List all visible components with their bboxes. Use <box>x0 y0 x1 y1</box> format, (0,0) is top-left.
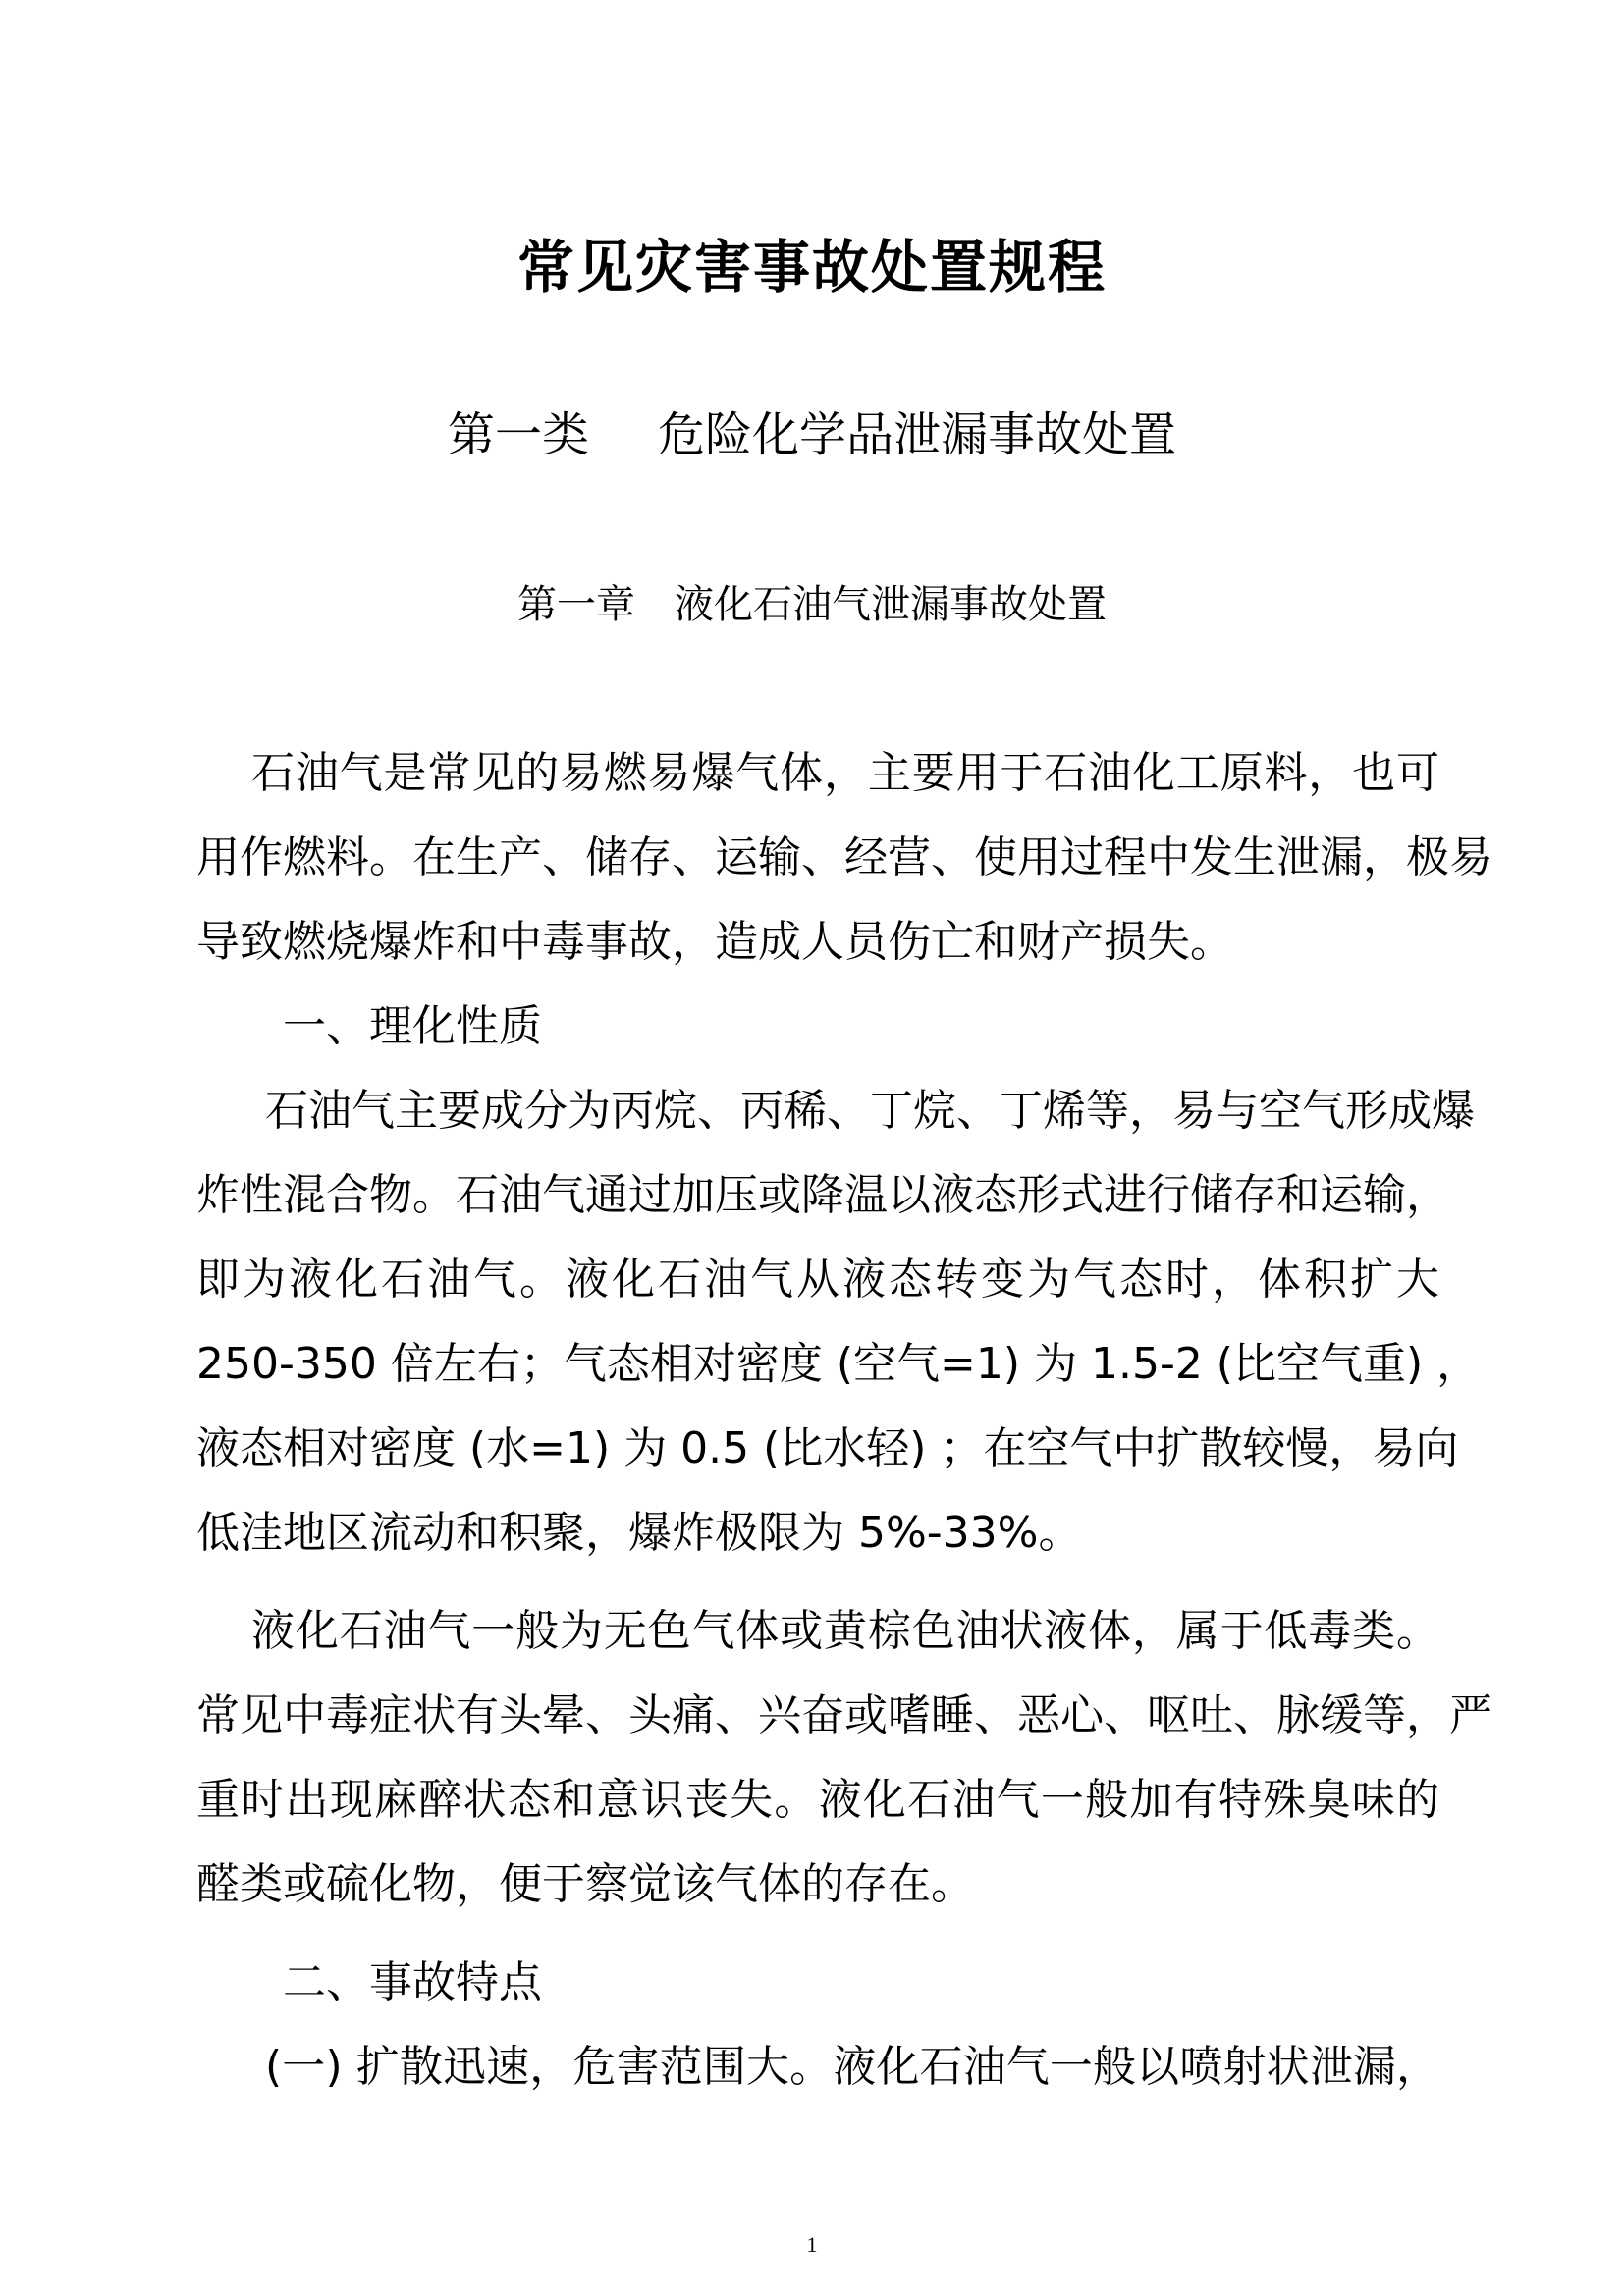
section-heading: 二、事故特点 <box>283 1957 542 2007</box>
paragraph-toxicity <box>196 1589 1492 1927</box>
text-line: 炸性混合物。石油气通过加压或降温以液态形式进行储存和运输， <box>196 1170 1449 1220</box>
section-heading: 一、理化性质 <box>283 1001 542 1051</box>
text-line: 低洼地区流动和积聚，爆炸极限为 5%-33%。 <box>196 1508 1082 1558</box>
text-line: 250-350 倍左右；气态相对密度 (空气=1) 为 1.5-2 (比空气重) ， <box>196 1339 1481 1389</box>
text-line: 常见中毒症状有头晕、头痛、兴奋或嗜睡、恶心、呕吐、脉缓等，严 <box>196 1690 1492 1740</box>
text-line: 导致燃烧爆炸和中毒事故，造成人员伤亡和财产损失。 <box>196 917 1233 967</box>
text-line: 液化石油气一般为无色气体或黄棕色油状液体，属于低毒类。 <box>251 1606 1439 1656</box>
document-body <box>196 731 1492 2109</box>
text-line: 醛类或硫化物，便于察觉该气体的存在。 <box>196 1859 974 1909</box>
category-label: 第一类 <box>447 407 589 462</box>
paragraph-intro <box>196 731 1492 985</box>
page-number: 1 <box>806 2232 818 2257</box>
category-name: 危险化学品泄漏事故处置 <box>658 407 1177 462</box>
text-line: 液态相对密度 (水=1) 为 0.5 (比水轻) ；在空气中扩散较慢，易向 <box>196 1423 1459 1473</box>
text-line: 用作燃料。在生产、储存、运输、经营、使用过程中发生泄漏，极易 <box>196 832 1492 882</box>
text-line: 石油气是常见的易燃易爆气体，主要用于石油化工原料，也可 <box>251 748 1439 798</box>
chapter-label: 第一章 <box>517 582 635 627</box>
chapter-name: 液化石油气泄漏事故处置 <box>675 582 1107 627</box>
text-line: 石油气主要成分为丙烷、丙稀、丁烷、丁烯等，易与空气形成爆 <box>265 1086 1475 1136</box>
text-line: 即为液化石油气。液化石油气从液态转变为气态时，体积扩大 <box>196 1255 1439 1305</box>
category-heading <box>0 397 1624 464</box>
text-line: (一) 扩散迅速，危害范围大。液化石油气一般以喷射状泄漏， <box>265 2042 1439 2092</box>
chapter-heading <box>0 573 1624 629</box>
paragraph-properties <box>196 1069 1481 1575</box>
text-line: 重时出现麻醉状态和意识丧失。液化石油气一般加有特殊臭味的 <box>196 1775 1439 1825</box>
document-title: 常见灾害事故处置规程 <box>516 234 1107 300</box>
